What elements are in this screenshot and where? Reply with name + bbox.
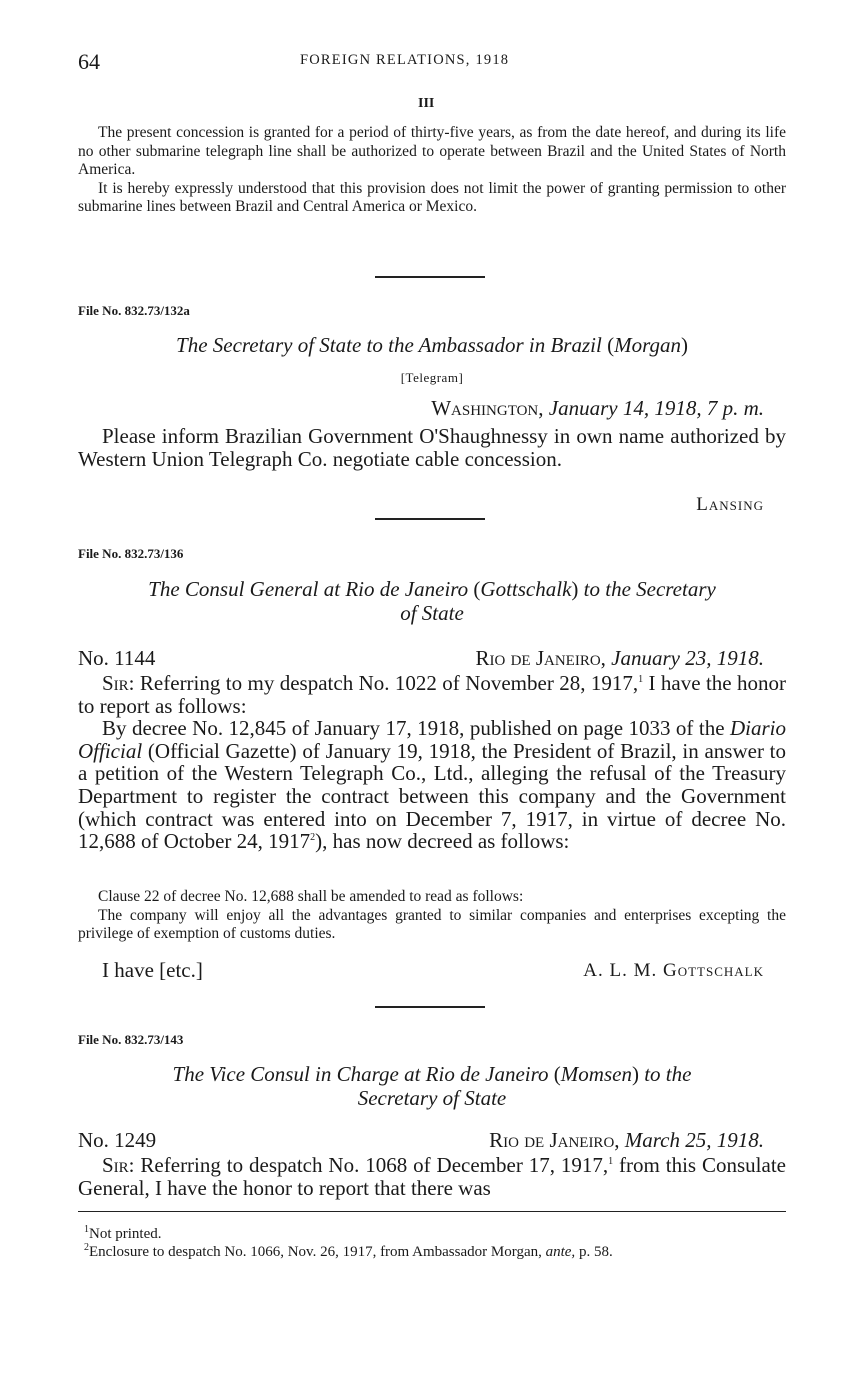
body-text: By decree No. 12,845 of January 17, 1918, published on page 1033 of the [102,716,725,741]
telegram-label: [Telegram] [400,370,464,385]
gazette-name: Diario Official [78,716,787,763]
footnote [78,1243,786,1261]
document-page [78,0,786,1380]
title-text: to the Secretary [583,577,716,601]
title-paren: ( [553,1062,561,1086]
file-number: File No. 832.73/143 [78,1032,184,1047]
despatch-number: No. 1144 [78,646,156,670]
title-line [78,577,786,601]
footnotes [78,1225,786,1261]
quote-paragraph: The company will enjoy all the advantages granted to similar companies and enterprises excepting the privilege of exemption of customs duties. [78,906,786,942]
section-number: III [418,96,435,111]
decree-quote [78,888,786,944]
telegram-body [78,425,786,470]
dateline-date: January 23, 1918. [611,646,764,670]
running-title: FOREIGN RELATIONS, 1918 [300,52,510,68]
body-text: Referring to my despatch No. 1022 of November 28, 1917, [139,671,639,695]
concession-paragraph: It is hereby expressly understood that this provision does not limit the power of granting permission to other submarine lines between Brazil and Central America or Mexico. [78,179,786,215]
footnote-ref: 1 [608,1156,614,1167]
title-text: to the [644,1062,692,1086]
title-text: The Secretary of State to the Ambassador in Brazil [176,333,602,357]
title-line [78,1062,786,1086]
footnote-text: p. 58. [578,1244,613,1260]
title-text: The Consul General at Rio de Janeiro [148,577,469,601]
dateline-place: Rio de Janeiro, [489,1128,620,1152]
document-title [78,1062,786,1110]
dateline [431,396,764,421]
dateline-place: Rio de Janeiro, [475,646,606,670]
concession-paragraph: The present concession is granted for a period of thirty-five years, as from the date hereof, and during its life no other submarine telegraph line shall be authorized to operate between Brazil and the United States of North America. [78,124,786,178]
section-divider [375,518,485,520]
body-text: I have the honor to report as follows: [78,671,786,718]
footnote-mark: 1 [84,1224,89,1235]
footnote [78,1225,786,1243]
body-paragraph [78,1154,786,1199]
body-text: Referring to despatch No. 1068 of December 17, 1917, [140,1153,609,1177]
title-paren: ) [571,577,579,601]
title-paren: ( [473,577,481,601]
despatch-body [78,672,786,853]
title-name: Momsen [560,1062,632,1086]
title-paren: ( [607,333,615,357]
footnote-text: Enclosure to despatch No. 1066, Nov. 26, 1917, from Ambassador Morgan, [89,1244,542,1260]
salutation: Sir: [102,671,135,695]
despatch-body [78,1154,786,1199]
footnote-ref: 1 [638,674,644,685]
title-line: of State [400,601,464,625]
title-paren: ) [631,1062,639,1086]
footnote-divider [78,1211,786,1212]
title-text: The Vice Consul in Charge at Rio de Janeiro [172,1062,549,1086]
body-paragraph: Please inform Brazilian Government O'Shaughnessy in own name authorized by Western Union Telegraph Co. negotiate cable concession. [78,424,786,471]
footnote-italic: ante, [545,1244,576,1260]
despatch-number: No. 1249 [78,1128,157,1152]
concession-text [78,124,786,217]
dateline-date: March 25, 1918. [624,1128,764,1152]
title-name: Morgan [614,333,681,357]
file-number: File No. 832.73/132a [78,303,190,318]
document-title [78,577,786,625]
dateline-date: January 14, 1918, 7 p. m. [548,396,764,420]
section-divider [375,1006,485,1008]
title-line: Secretary of State [357,1086,507,1110]
file-number: File No. 832.73/136 [78,546,184,561]
dateline-place: Washington, [431,396,544,420]
quote-paragraph: Clause 22 of decree No. 12,688 shall be amended to read as follows: [98,888,524,905]
footnote-mark: 2 [84,1242,89,1253]
signature: A. L. M. Gottschalk [583,960,764,981]
footnote-ref: 2 [310,832,316,844]
body-text: (Official Gazette) of January 19, 1918, the President of Brazil, in answer to a petition of the Western Telegraph Co., Ltd., alleging the refusal of the Treasury Department to register the contract between this company and the Government (which contract was entered into on December 7, 1917, in virtue of decree No. 12,688 of October 24, 1917 [78,738,787,854]
title-name: Gottschalk [480,577,572,601]
page-number: 64 [78,49,100,74]
document-title [78,333,786,357]
closing: I have [etc.] [102,958,203,982]
salutation: Sir: [102,1153,135,1177]
dateline [489,1128,764,1153]
body-paragraph [78,717,786,853]
signature: Lansing [696,494,764,515]
section-divider [375,276,485,278]
body-paragraph [78,672,786,717]
title-paren: ) [680,333,688,357]
dateline [476,646,765,671]
footnote-text: Not printed. [89,1226,162,1242]
body-text: from this Consulate General, I have the honor to report that there was [78,1153,786,1200]
body-text: ), has now decreed as follows: [315,829,570,854]
